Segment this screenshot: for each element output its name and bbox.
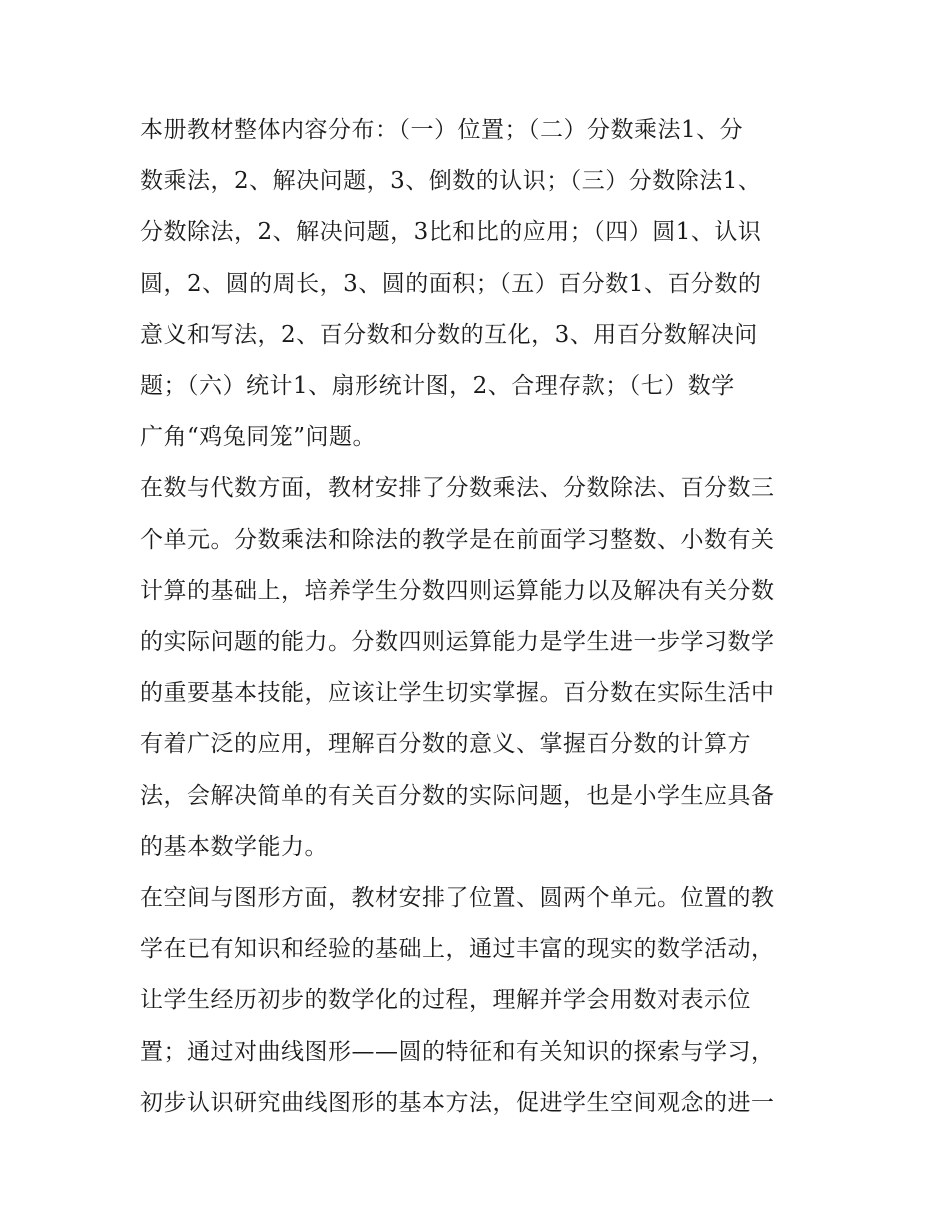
- text-line: 学在已有知识和经验的基础上，通过丰富的现实的数学活动，: [140, 936, 775, 963]
- text-line: 在数与代数方面，教材安排了分数乘法、分数除法、百分数三: [140, 475, 775, 502]
- paragraph-space-geometry: [140, 873, 812, 1129]
- text-line: 的实际问题的能力。分数四则运算能力是学生进一步学习数学: [140, 629, 775, 656]
- text-line: 让学生经历初步的数学化的过程，理解并学会用数对表示位: [140, 987, 751, 1014]
- text-line: 的基本数学能力。: [140, 833, 328, 860]
- text-line: 意义和写法，2、百分数和分数的互化，3、用百分数解决问: [140, 321, 758, 348]
- text-line: 数乘法，2、解决问题，3、倒数的认识；（三）分数除法1、: [140, 168, 762, 195]
- text-line: 的重要基本技能，应该让学生切实掌握。百分数在实际生活中: [140, 680, 775, 707]
- text-line: 计算的基础上，培养学生分数四则运算能力以及解决有关分数: [140, 577, 775, 604]
- text-line: 题；（六）统计1、扇形统计图，2、合理存款；（七）数学: [140, 373, 735, 400]
- document-body: [140, 105, 812, 1129]
- paragraph-number-algebra: [140, 463, 812, 873]
- text-line: 个单元。分数乘法和除法的教学是在前面学习整数、小数有关: [140, 526, 775, 553]
- text-line: 分数除法，2、解决问题，3比和比的应用；（四）圆1、认识: [140, 219, 762, 246]
- text-line: 法，会解决简单的有关百分数的实际问题，也是小学生应具备: [140, 782, 775, 809]
- text-line: 在空间与图形方面，教材安排了位置、圆两个单元。位置的教: [140, 885, 775, 912]
- paragraph-content-distribution: [140, 105, 812, 463]
- text-line: 圆，2、圆的周长，3、圆的面积；（五）百分数1、百分数的: [140, 270, 762, 297]
- text-line: 初步认识研究曲线图形的基本方法，促进学生空间观念的进一: [140, 1089, 775, 1116]
- text-line: 有着广泛的应用，理解百分数的意义、掌握百分数的计算方: [140, 731, 751, 758]
- text-line: 广角“鸡兔同笼”问题。: [140, 424, 377, 451]
- text-line: 本册教材整体内容分布：（一）位置；（二）分数乘法1、分: [140, 117, 744, 143]
- text-line: 置；通过对曲线图形——圆的特征和有关知识的探索与学习，: [140, 1038, 775, 1065]
